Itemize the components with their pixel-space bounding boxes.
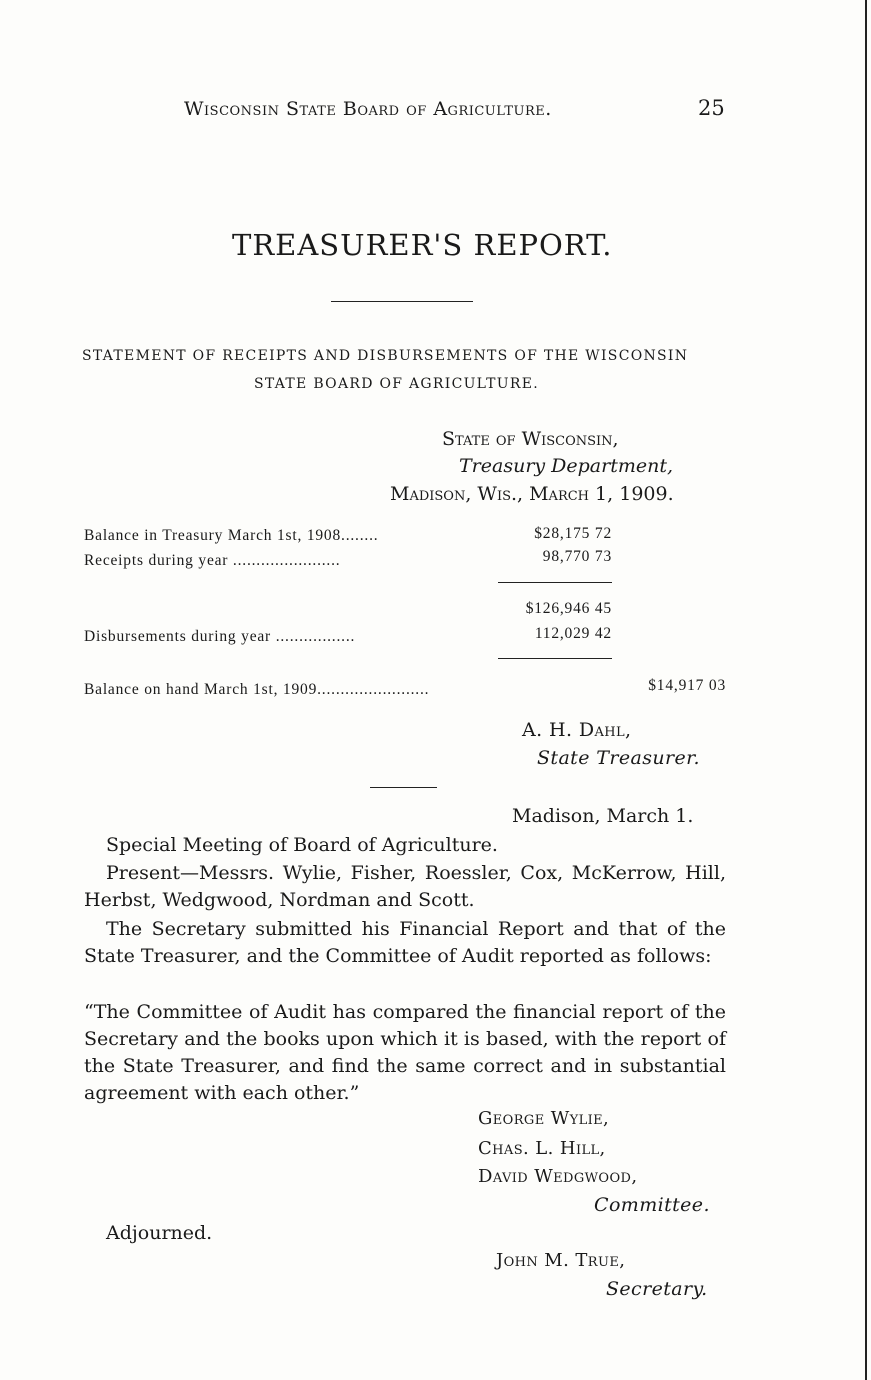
running-head: Wisconsin State Board of Agriculture. [184, 98, 552, 120]
ledger-receipts-amount: 98,770 73 [542, 548, 612, 565]
ledger-balance-1909-label: Balance on hand March 1st, 1909........................ [84, 681, 430, 698]
committee-member-3: David Wedgwood, [478, 1166, 638, 1187]
meeting-heading: Special Meeting of Board of Agriculture. [106, 834, 498, 856]
secretary-name: John M. True, [496, 1250, 626, 1271]
subtitle-line-1: STATEMENT OF RECEIPTS AND DISBURSEMENTS OF THE WISCONSIN [82, 348, 689, 364]
ledger-receipts-label: Receipts during year ....................... [84, 552, 341, 569]
dateline-state: State of Wisconsin, [442, 428, 619, 450]
page-title: TREASURER'S REPORT. [232, 228, 613, 262]
committee-member-2: Chas. L. Hill, [478, 1138, 606, 1159]
meeting-dateline: Madison, March 1. [512, 805, 694, 827]
treasurer-title: State Treasurer. [537, 747, 700, 769]
dateline-place-date: Madison, Wis., March 1, 1909. [390, 483, 674, 505]
ledger-balance-1908-amount: $28,175 72 [534, 525, 612, 542]
committee-label: Committee. [594, 1194, 710, 1216]
ledger-balance-1909-amount: $14,917 03 [648, 677, 726, 694]
page-number: 25 [698, 96, 725, 120]
ledger-disbursements-label: Disbursements during year ................. [84, 628, 356, 645]
ledger-sum-rule-1 [498, 582, 612, 583]
ledger-sum-rule-2 [498, 658, 612, 659]
title-rule [331, 301, 473, 302]
page-edge [865, 0, 867, 1380]
audit-quote-paragraph: “The Committee of Audit has compared the financial report of the Secretary and the books upon which it is based, with the report of the State Treasurer, and find the same correct and in substantial agreement with each other.” [84, 1001, 726, 1104]
secretary-title: Secretary. [606, 1278, 708, 1300]
meeting-present-paragraph: Present—Messrs. Wylie, Fisher, Roessler, Cox, McKerrow, Hill, Herbst, Wedgwood, Nordman and Scott. [84, 862, 726, 911]
section-rule [370, 787, 437, 788]
ledger-balance-1908-label: Balance in Treasury March 1st, 1908........ [84, 527, 379, 544]
secretary-report-paragraph: The Secretary submitted his Financial Report and that of the State Treasurer, and the Committee of Audit reported as follows: [84, 918, 726, 967]
committee-member-1: George Wylie, [478, 1108, 610, 1129]
treasurer-name: A. H. Dahl, [522, 719, 632, 741]
adjourned-text: Adjourned. [106, 1222, 213, 1244]
ledger-disbursements-amount: 112,029 42 [534, 625, 612, 642]
ledger-subtotal-amount: $126,946 45 [525, 600, 612, 617]
subtitle-line-2: STATE BOARD OF AGRICULTURE. [254, 376, 539, 392]
dateline-department: Treasury Department, [459, 455, 674, 477]
